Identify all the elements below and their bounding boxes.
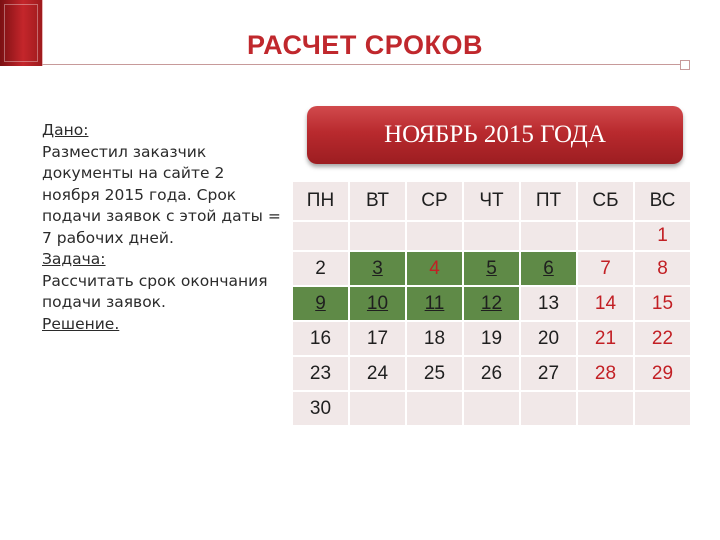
day-cell [350,222,405,250]
day-cell-1: 1 [635,222,690,250]
day-cell-17: 17 [350,322,405,355]
task-label: Задача: [42,250,106,268]
task-text: Рассчитать срок окончания подачи заявок. [42,271,268,311]
weekday-tue: ВТ [350,182,405,220]
day-cell-14: 14 [578,287,633,320]
day-cell-2: 2 [293,252,348,285]
day-cell-5: 5 [464,252,519,285]
day-cell-3: 3 [350,252,405,285]
title-divider-end [680,60,690,70]
weekday-sun: ВС [635,182,690,220]
day-cell-25: 25 [407,357,462,390]
day-cell-4: 4 [407,252,462,285]
day-cell-21: 21 [578,322,633,355]
week-row-2 [293,252,690,285]
week-row-1 [293,222,690,250]
day-cell-22: 22 [635,322,690,355]
day-cell-29: 29 [635,357,690,390]
day-cell-9: 9 [293,287,348,320]
week-row-5 [293,357,690,390]
day-cell [635,392,690,425]
day-cell-24: 24 [350,357,405,390]
weekday-mon: ПН [293,182,348,220]
corner-decoration [0,0,43,66]
day-cell [407,222,462,250]
given-label: Дано: [42,121,89,139]
day-cell-6: 6 [521,252,576,285]
slide-title: РАСЧЕТ СРОКОВ [247,30,483,60]
day-cell-11: 11 [407,287,462,320]
day-cell [464,392,519,425]
weekday-fri: ПТ [521,182,576,220]
day-cell-7: 7 [578,252,633,285]
weekday-sat: СБ [578,182,633,220]
day-cell-12: 12 [464,287,519,320]
day-cell-23: 23 [293,357,348,390]
day-cell [350,392,405,425]
left-text-panel [42,120,282,335]
day-cell-16: 16 [293,322,348,355]
week-row-3 [293,287,690,320]
day-cell-20: 20 [521,322,576,355]
day-cell [521,392,576,425]
given-text: Разместил заказчик документы на сайте 2 ноября 2015 года. Срок подачи заявок с этой даты = 7 рабочих дней. [42,142,281,247]
day-cell-13: 13 [521,287,576,320]
day-cell-26: 26 [464,357,519,390]
day-cell-30: 30 [293,392,348,425]
month-banner: НОЯБРЬ 2015 ГОДА [307,106,683,164]
day-cell-10: 10 [350,287,405,320]
weekday-thu: ЧТ [464,182,519,220]
calendar-table [291,180,692,427]
day-cell-27: 27 [521,357,576,390]
day-cell-28: 28 [578,357,633,390]
day-cell-18: 18 [407,322,462,355]
day-cell [464,222,519,250]
day-cell-8: 8 [635,252,690,285]
day-cell-19: 19 [464,322,519,355]
week-row-6 [293,392,690,425]
day-cell [521,222,576,250]
title-divider [42,64,690,65]
day-cell [578,222,633,250]
day-cell [578,392,633,425]
weekday-wed: СР [407,182,462,220]
day-cell [293,222,348,250]
day-cell-15: 15 [635,287,690,320]
day-cell [407,392,462,425]
weekday-row [293,182,690,220]
week-row-4 [293,322,690,355]
solution-label: Решение. [42,314,120,333]
